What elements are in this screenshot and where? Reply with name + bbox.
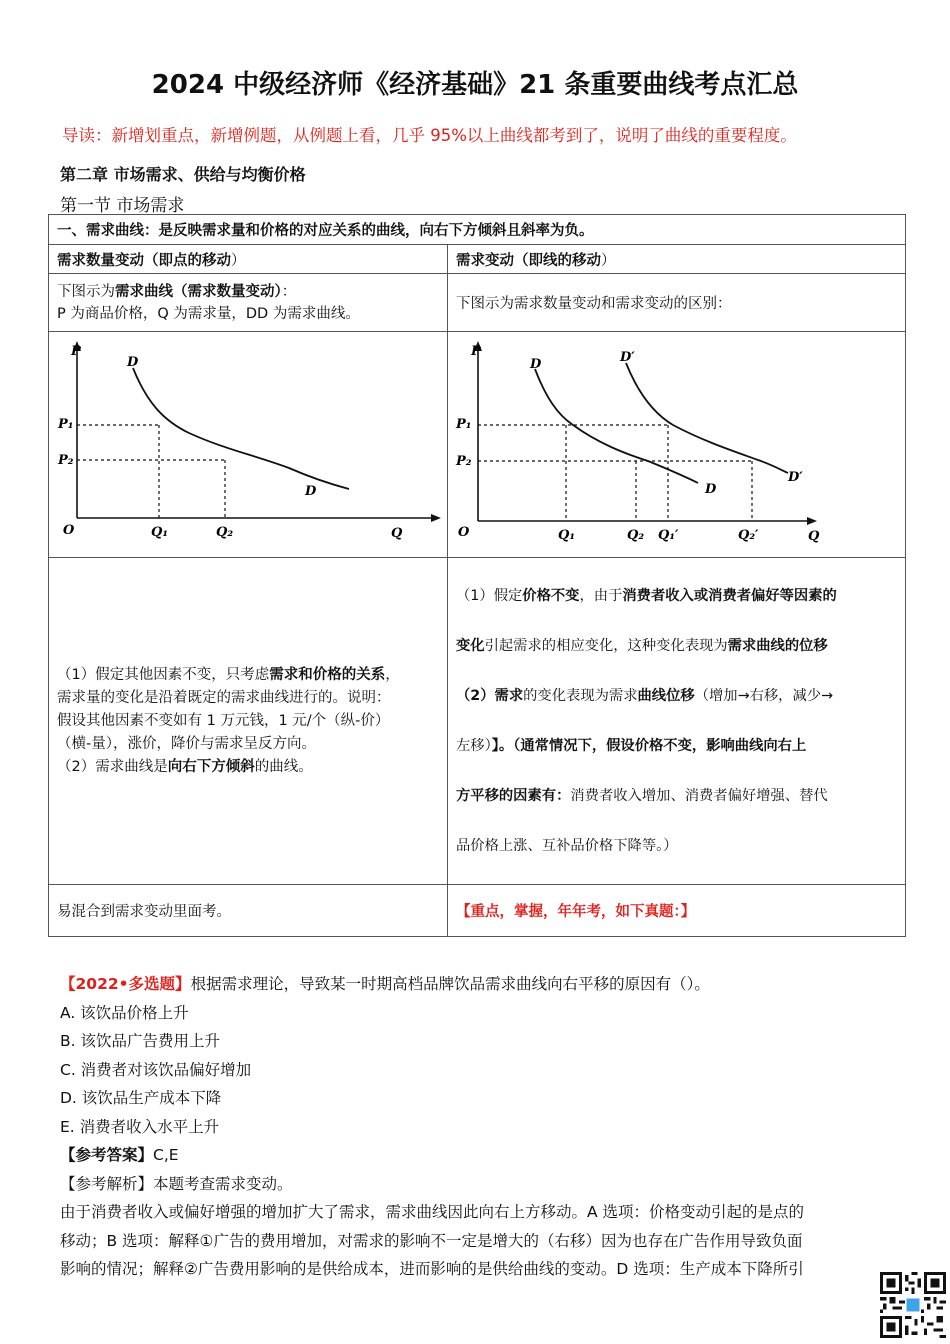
demand-curve-d xyxy=(133,368,349,489)
origin-label: O xyxy=(63,522,75,538)
demand-curve-graph xyxy=(49,333,447,557)
exam-question xyxy=(60,970,910,1284)
axis-label-p: P xyxy=(71,343,81,359)
analysis-line-3: 影响的情况；解释②广告费用影响的是供给成本，进而影响的是供给曲线的变动。D 选项：生产成本下降所引 xyxy=(60,1260,804,1278)
option-d: D. 该饮品生产成本下降 xyxy=(60,1089,222,1107)
question-stem: 根据需求理论，导致某一时期高档品牌饮品需求曲线向右平移的原因有（）。 xyxy=(190,975,710,993)
right-graph-cell xyxy=(448,332,906,558)
tick-q1: Q₁ xyxy=(558,527,576,543)
right-footnote: 【重点，掌握，年年考，如下真题：】 xyxy=(448,885,906,937)
intro-text: 导读：新增划重点，新增例题，从例题上看，几乎 95%以上曲线都考到了，说明了曲线的重要程度。 xyxy=(62,126,797,145)
left-column-head: 需求数量变动（即点的移动） xyxy=(49,245,448,274)
right-explanation: （1）假定价格不变，由于消费者收入或消费者偏好等因素的 变化引起需求的相应变化，这种变化表现为需求曲线的位移 （2）需求的变化表现为需求曲线位移（增加→右移，减少→ 左移）】。（通常情况下，假设价格不变，影响曲线向右上 方平移的因素有：消费者收入增加、消费者偏好增强、替代 品价格上涨、互补品价格下降等。） xyxy=(448,558,906,885)
option-b: B. 该饮品广告费用上升 xyxy=(60,1032,220,1050)
option-c: C. 消费者对该饮品偏好增加 xyxy=(60,1060,252,1079)
qr-code-icon xyxy=(880,1272,946,1338)
curve-label-d-prime-bottom: D′ xyxy=(788,469,803,485)
answer-line: 【参考答案】C,E xyxy=(60,1146,179,1164)
demand-curve-table xyxy=(48,214,906,937)
page-title: 2024 中级经济师《经济基础》21 条重要曲线考点汇总 xyxy=(151,70,799,100)
table-header: 一、需求曲线：是反映需求量和价格的对应关系的曲线，向右下方倾斜且斜率为负。 xyxy=(49,215,906,245)
chapter-heading: 第二章 市场需求、供给与均衡价格 xyxy=(60,165,306,184)
analysis-heading: 【参考解析】本题考查需求变动。 xyxy=(60,1174,293,1193)
demand-shift-graph xyxy=(448,333,905,557)
left-explanation: （1）假定其他因素不变，只考虑需求和价格的关系， 需求量的变化是沿着既定的需求曲线进行的。说明： 假设其他因素不变如有 1 万元钱，1 元/个（纵-价） （横-量），涨价，降价与需求呈反方向。 （2）需求曲线是向右下方倾斜的曲线。 xyxy=(49,558,448,885)
tick-q2: Q₂ xyxy=(627,527,645,543)
analysis-line-2: 移动；B 选项：解释①广告的费用增加，对需求的影响不一定是增大的（右移）因为也存在广告作用导致负面 xyxy=(60,1231,803,1250)
tick-p2: P₂ xyxy=(456,453,472,469)
tick-p1: P₁ xyxy=(456,416,472,432)
curve-label-d-prime-top: D′ xyxy=(620,349,635,365)
option-a: A. 该饮品价格上升 xyxy=(60,1003,189,1022)
tick-p1: P₁ xyxy=(58,416,74,432)
curve-label-d-bottom: D xyxy=(305,483,317,499)
x-axis-arrow xyxy=(807,517,817,525)
axis-label-p: P xyxy=(471,343,481,359)
origin-label: O xyxy=(458,524,470,540)
curve-label-d-top: D xyxy=(530,356,542,372)
tick-q1: Q₁ xyxy=(151,524,169,540)
tick-q2-prime: Q₂′ xyxy=(738,527,759,543)
right-column-head: 需求变动（即线的移动） xyxy=(448,245,906,274)
right-description: 下图示为需求数量变动和需求变动的区别： xyxy=(448,274,906,332)
section-heading: 第一节 市场需求 xyxy=(60,196,185,216)
analysis-line-1: 由于消费者收入或偏好增强的增加扩大了需求，需求曲线因此向右上方移动。A 选项：价格变动引起的是点的 xyxy=(60,1203,805,1221)
left-graph-cell xyxy=(49,332,448,558)
question-tag: 【2022•多选题】 xyxy=(60,975,191,993)
x-axis-arrow xyxy=(431,514,441,522)
tick-q1-prime: Q₁′ xyxy=(658,527,679,543)
curve-label-d-top: D xyxy=(127,354,139,370)
curve-label-d-bottom: D xyxy=(705,481,717,497)
option-e: E. 消费者收入水平上升 xyxy=(60,1117,220,1136)
axis-label-q: Q xyxy=(808,528,820,544)
tick-q2: Q₂ xyxy=(216,524,234,540)
left-description: 下图示为需求曲线（需求数量变动）： P 为商品价格，Q 为需求量，DD 为需求曲线。 xyxy=(49,274,448,332)
demand-curve-d-prime xyxy=(626,363,788,473)
tick-p2: P₂ xyxy=(58,452,74,468)
left-footnote: 易混合到需求变动里面考。 xyxy=(49,885,448,937)
axis-label-q: Q xyxy=(391,525,403,541)
